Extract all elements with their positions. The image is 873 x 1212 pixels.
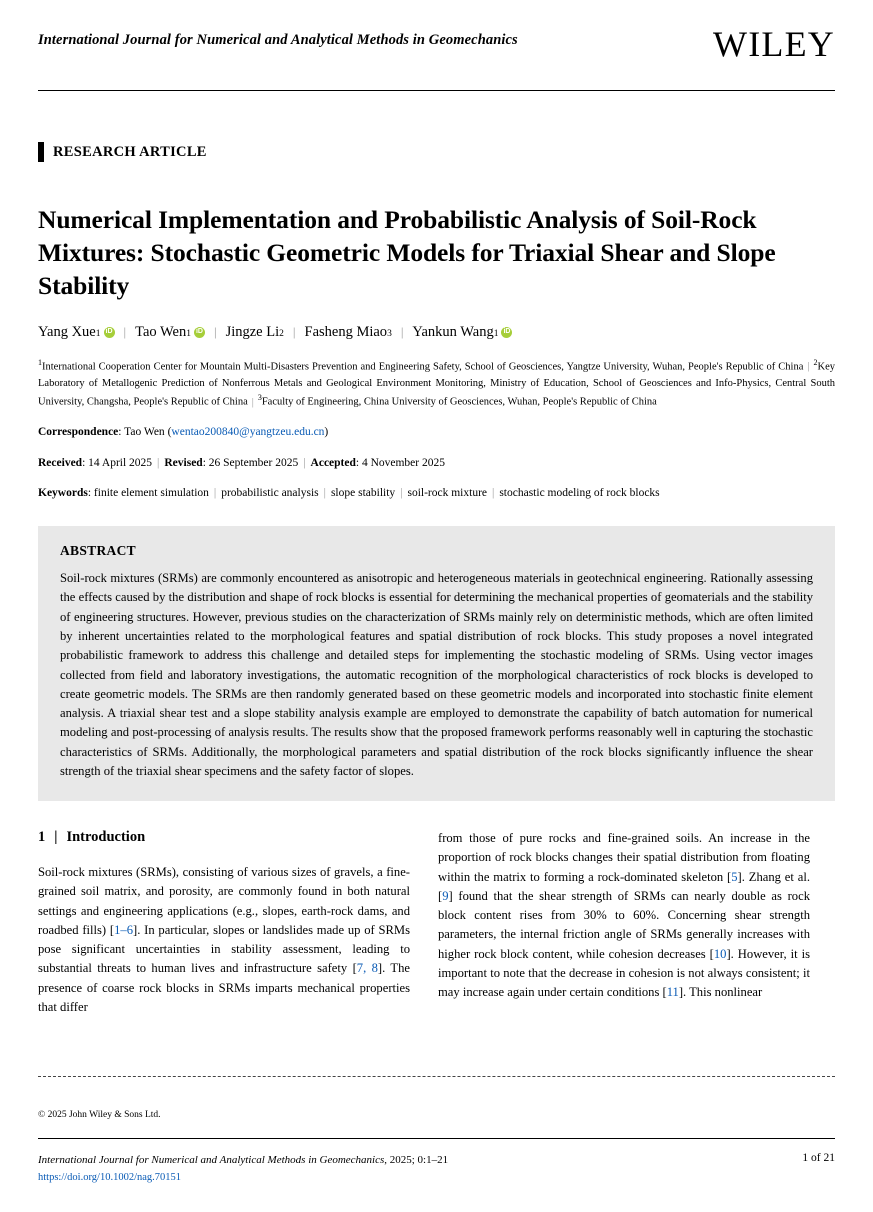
keyword-separator: | [492, 486, 495, 499]
author-name: Yankun Wang [412, 324, 494, 341]
affiliation-marker: 2 [813, 357, 818, 367]
text-part: ]. This nonlinear [678, 985, 763, 1000]
article-type-bar-icon [38, 142, 44, 162]
page-footer [38, 1152, 835, 1185]
footer-citation-tail: , 2025; 0:1–21 [384, 1154, 449, 1166]
masthead [38, 0, 835, 91]
accepted-date: 4 November 2025 [361, 456, 445, 469]
accepted-label: Accepted [310, 456, 356, 469]
correspondence-line: Correspondence: Tao Wen (wentao200840@yangtzeu.edu.cn) [38, 426, 329, 439]
keyword-item: slope stability [330, 486, 396, 499]
keyword-separator: | [213, 486, 217, 499]
journal-title: International Journal for Numerical and Analytical Methods in Geomechanics [38, 32, 518, 48]
author [226, 322, 284, 342]
text-part: from those of pure rocks and fine-grained soils. An increase in the proportion of rock blocks changes their spatial distribution from floating within the matrix to forming a rock-dominated skeleton [ [438, 831, 810, 884]
section-title: Introduction [66, 829, 146, 846]
affiliation-text: Key Laboratory of Metallogenic Prediction of Nonferrous Metals and Geological Environment Monitoring, Ministry of Education, School of Geosciences and Info-Physics, Central South University, Changsha, People's Republic of China [38, 361, 835, 408]
keyword-item: soil-rock mixture [407, 486, 488, 499]
paragraph [438, 829, 810, 1002]
orcid-icon[interactable] [501, 327, 512, 338]
correspondence-name: Tao Wen [124, 426, 165, 439]
orcid-icon[interactable] [104, 327, 115, 338]
abstract-text: Soil-rock mixtures (SRMs) are commonly encountered as anisotropic and heterogeneous materials in geotechnical engineering. Rationally assessing the effects caused by the distribution and shape of rock blocks is essential for determining the mechanical properties of geomaterials and the stability of engineering structures. However, previous studies on the characterization of SRMs mainly rely on deterministic methods, which are often limited by inherent uncertainties related to the morphological features and spatial distribution of rock blocks. This study proposes a novel integrated probabilistic framework to address this challenge and detailed steps for implementing the stochastic modeling of SRMs. Using vector images collected from field and laboratory investigations, the automatic recognition of the morphological characteristics of rock blocks is developed to create geometric models. The SRMs are then randomly generated based on these geometric models and incorporated into stochastic finite element analysis. A triaxial shear test and a slope stability analysis example are employed to demonstrate the capability of batch automation for numerical modeling and post-processing of analysis results. The results show that the proposed framework performs reasonably well in capturing the stochastic characteristics of SRMs. Additionally, the morphological parameters and spatial distribution of the rock blocks significantly influence the shear strength of the triaxial shear specimens and the safety factor of slopes. [60, 571, 813, 778]
author-separator: | [123, 324, 127, 340]
footer-divider [38, 1138, 835, 1139]
keyword-item: probabilistic analysis [221, 486, 319, 499]
section-heading [38, 829, 410, 846]
author [38, 322, 115, 342]
affiliation-marker: 1 [38, 357, 42, 367]
footer-citation [38, 1152, 448, 1185]
section-separator: | [54, 829, 58, 846]
author [412, 322, 512, 342]
author-name: Yang Xue [38, 324, 96, 341]
keyword-separator: | [400, 486, 403, 499]
column-right [438, 829, 810, 1017]
text-part: ] found that the shear strength of SRMs can nearly double as rock block content rises from 30% to 60%. Concerning shear strength parameters, the internal friction angle of SRMs generally increases with higher rock block content, while cohesion decreases [ [438, 888, 810, 961]
correspondence-label: Correspondence [38, 426, 119, 439]
page-title: Numerical Implementation and Probabilistic Analysis of Soil-Rock Mixtures: Stochastic Geometric Models for Triaxial Shear and Slope Stability [38, 205, 776, 301]
affiliation-separator: | [251, 396, 254, 408]
author-affiliation-marker: 2 [279, 329, 284, 340]
author-name: Tao Wen [135, 324, 187, 341]
citation-link[interactable]: 7, 8 [356, 961, 378, 976]
author-affiliation-marker: 1 [186, 329, 191, 340]
citation-link[interactable]: 9 [442, 888, 449, 903]
citation-link[interactable]: 10 [713, 946, 727, 961]
keyword-item: finite element simulation [93, 486, 209, 499]
wiley-logo: WILEY [713, 24, 835, 64]
page-number: 1 of 21 [802, 1152, 835, 1164]
dates-line: Received: 14 April 2025 | Revised: 26 September 2025 | Accepted: 4 November 2025 [38, 456, 445, 469]
affiliation-text: International Cooperation Center for Mountain Multi-Disasters Prevention and Engineering Safety, School of Geosciences, Yangtze University, Wuhan, People's Republic of China [42, 361, 804, 373]
author-name: Fasheng Miao [304, 324, 388, 341]
citation-link[interactable]: 11 [666, 985, 679, 1000]
column-left [38, 829, 410, 1017]
author-separator: | [213, 324, 217, 340]
article-type-row [38, 142, 835, 162]
abstract-label: ABSTRACT [60, 543, 136, 559]
citation-link[interactable]: 1–6 [114, 922, 134, 937]
author-affiliation-marker: 1 [493, 329, 499, 340]
orcid-icon[interactable] [194, 327, 205, 338]
text-part: ]. However, it is important to note that the decrease in cohesion is not always consistent; it may increase again under certain conditions [ [438, 946, 810, 1000]
body-columns [38, 829, 835, 1017]
revised-label: Revised [164, 456, 203, 469]
author-list [38, 322, 835, 342]
author-affiliation-marker: 3 [387, 329, 392, 340]
text-part: ]. The presence of coarse rock blocks in SRMs imparts mechanical properties that differ [38, 961, 410, 1014]
author-name: Jingze Li [225, 324, 280, 341]
affiliation-marker: 3 [257, 393, 262, 403]
correspondence-email-link[interactable]: wentao200840@yangtzeu.edu.cn [171, 426, 325, 439]
text-part: ]. Zhang et al. [ [438, 869, 810, 903]
received-label: Received [38, 456, 83, 469]
keyword-item: stochastic modeling of rock blocks [499, 486, 660, 499]
section-number: 1 [38, 829, 46, 846]
affiliation-separator: | [807, 361, 810, 373]
text-part: Soil-rock mixtures (SRMs), consisting of various sizes of gravels, a fine-grained soil matrix, and porosity, are commonly found in both natural settings and engineering applications (e.g., slopes, earth-rock dams, and roadbed fills) [ [38, 865, 410, 937]
keyword-separator: | [323, 486, 326, 499]
affiliations [38, 357, 835, 412]
page-divider [38, 1076, 835, 1077]
author [135, 322, 205, 342]
text-part: ]. In particular, slopes or landslides made up of SRMs pose significant uncertainties in stability assessment, leading to substantial threats to human lives and infrastructure safety [ [38, 922, 411, 976]
copyright-notice: © 2025 John Wiley & Sons Ltd. [38, 1110, 161, 1120]
date-separator: | [157, 456, 160, 469]
author-separator: | [292, 324, 296, 340]
keywords-label: Keywords [38, 486, 88, 499]
date-separator: | [303, 456, 306, 469]
author-affiliation-marker: 1 [95, 329, 101, 340]
citation-link[interactable]: 5 [731, 869, 738, 884]
author [305, 322, 392, 342]
abstract-section [38, 526, 835, 801]
received-date: 14 April 2025 [88, 456, 153, 469]
footer-journal-title: International Journal for Numerical and Analytical Methods in Geomechanics [38, 1154, 385, 1166]
revised-date: 26 September 2025 [208, 456, 299, 469]
article-type-label: RESEARCH ARTICLE [53, 143, 207, 160]
author-separator: | [400, 324, 404, 340]
doi-link[interactable]: https://doi.org/10.1002/nag.70151 [38, 1171, 182, 1183]
keywords-line: Keywords: finite element simulation | probabilistic analysis | slope stability | soil-rock mixture | stochastic modeling of rock blocks [38, 486, 660, 499]
paragraph [38, 863, 410, 1017]
affiliation-text: Faculty of Engineering, China University of Geosciences, Wuhan, People's Republic of China [261, 396, 657, 408]
